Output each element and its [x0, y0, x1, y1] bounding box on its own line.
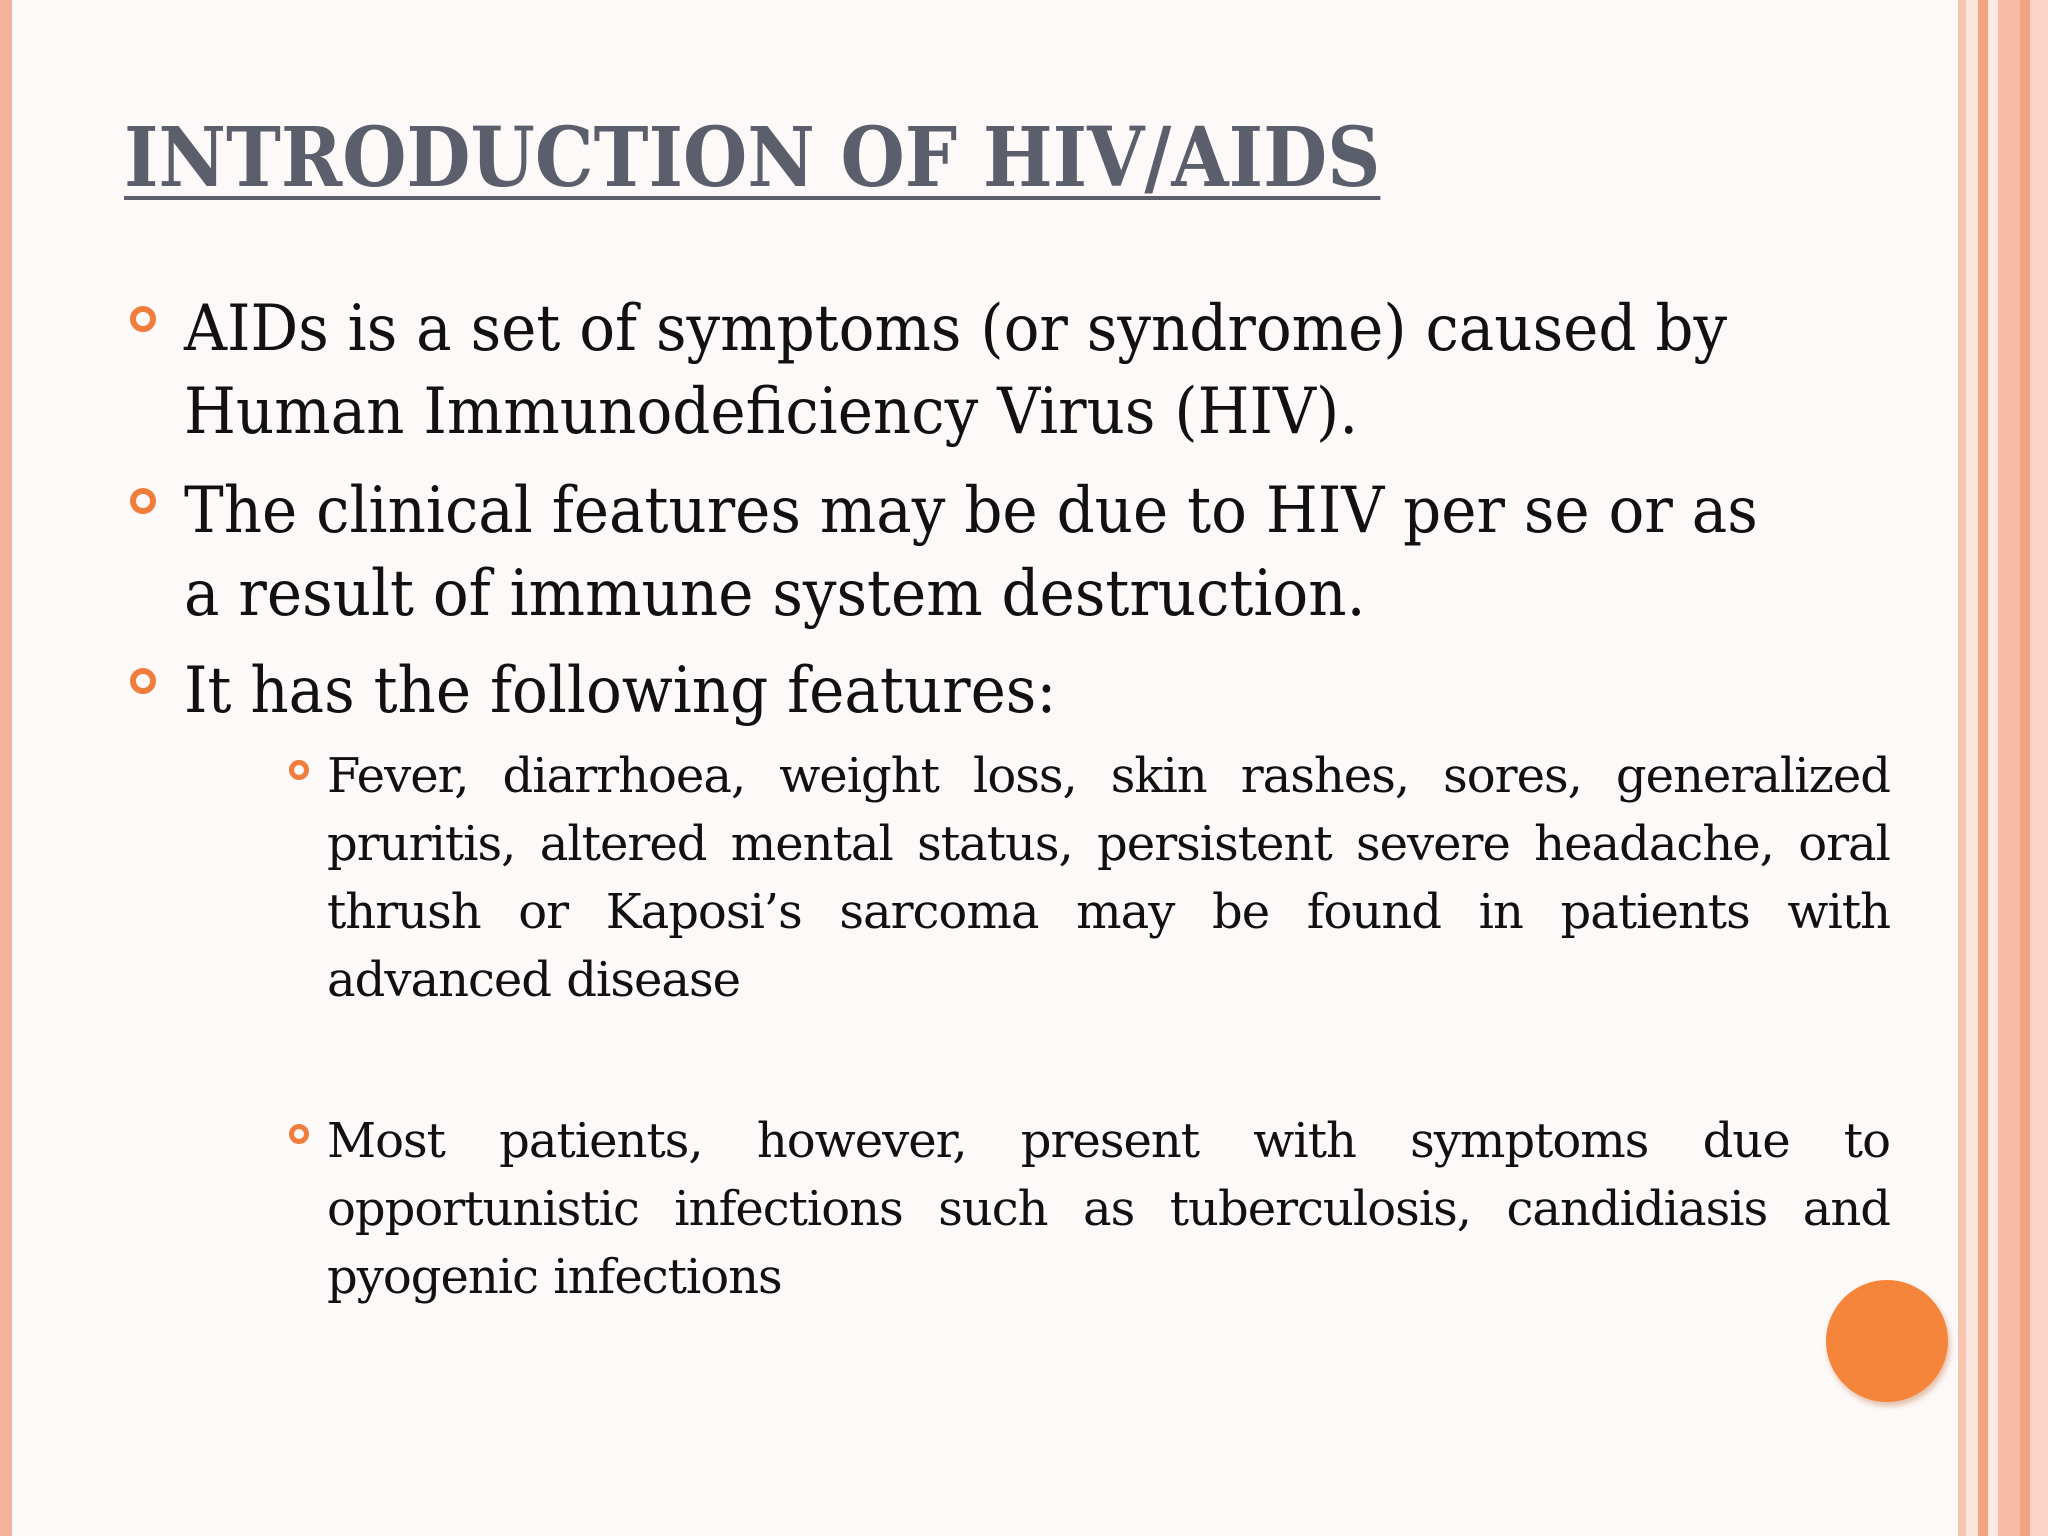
right-border-stripe — [1988, 0, 1998, 1536]
bullet-ring-icon — [130, 306, 156, 332]
sub-bullet-ring-icon — [289, 760, 309, 780]
right-border-stripe — [1958, 0, 1966, 1536]
slide-title: INTRODUCTION OF HIV/AIDS — [124, 110, 1381, 206]
bullet-aids-definition: AIDs is a set of symptoms (or syndrome) caused by Human Immunodeficiency Virus (HIV). — [184, 292, 1728, 449]
bullet-following-features: It has the following features: — [184, 654, 1057, 728]
right-border-stripe — [1998, 0, 2020, 1536]
right-border-stripe — [2030, 0, 2048, 1536]
sub-bullet-opportunistic-infections: Most patients, however, present with symptoms due to opportunistic infections such as tuberculosis, candidiasis and pyogenic infections — [327, 1113, 1890, 1305]
left-border-stripe — [0, 0, 12, 1536]
bullet-ring-icon — [130, 488, 156, 514]
sub-bullet-ring-icon — [289, 1124, 309, 1144]
corner-dot-decoration — [1826, 1280, 1948, 1402]
bullet-clinical-features: The clinical features may be due to HIV per se or as a result of immune system destruction. — [184, 474, 1758, 631]
right-border-stripe — [1978, 0, 1988, 1536]
sub-bullet-advanced-disease: Fever, diarrhoea, weight loss, skin rashes, sores, generalized pruritis, altered mental status, persistent severe headache, oral thrush or Kaposi’s sarcoma may be found in patients with advanced disease — [327, 748, 1890, 1008]
bullet-ring-icon — [130, 668, 156, 694]
right-border-stripe — [1966, 0, 1978, 1536]
right-border-stripe — [2020, 0, 2030, 1536]
